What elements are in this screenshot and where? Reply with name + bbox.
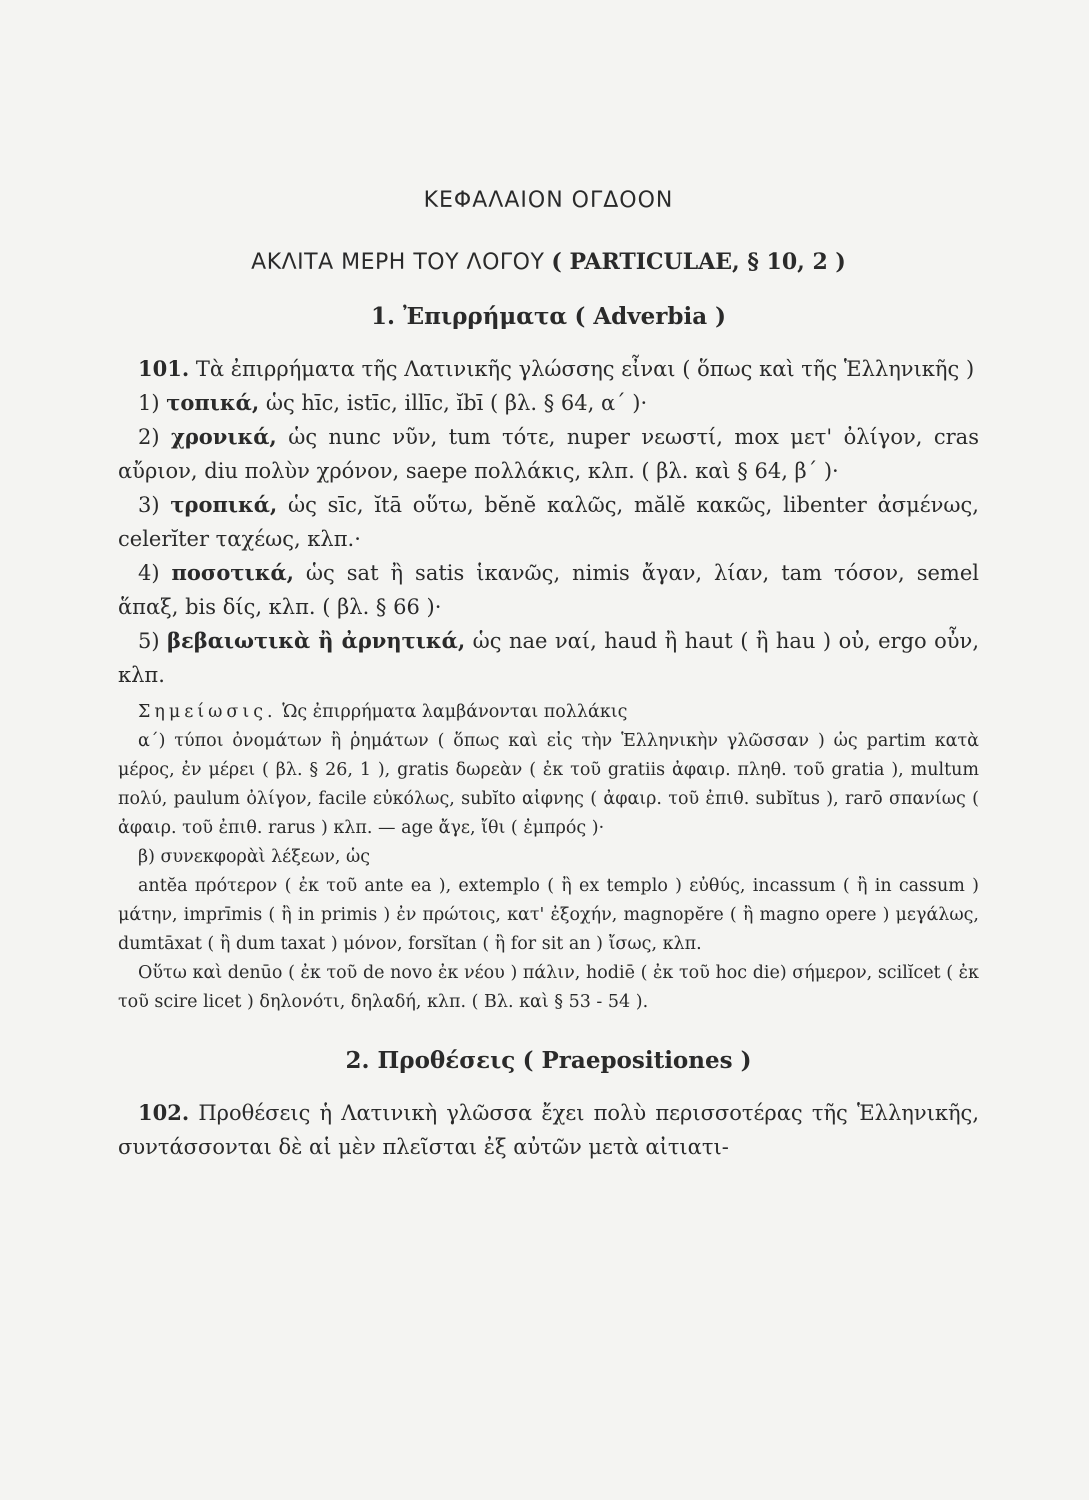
paragraph-number: 102. <box>138 1100 190 1125</box>
list-item-topika <box>118 386 979 420</box>
section-2-title <box>118 1047 979 1074</box>
item-text: ὡς nae ναί, haud ἢ haut ( ἢ hau ) οὐ, ergo οὖν, κλπ. <box>118 629 979 687</box>
item-number: 5) <box>138 629 160 653</box>
note-b-examples: antĕa πρότερον ( ἐκ τοῦ ante ea ), extemplo ( ἢ ex templo ) εὐθύς, incassum ( ἢ in cassum ) μάτην, imprīmis ( ἢ in primis ) ἐν πρώτοις, κατ' ἐξοχήν, magnopĕre ( ἢ magno opere ) μεγάλως, dumtāxat ( ἢ dum taxat ) μόνον, forsĭtan ( ἢ for sit an ) ἴσως, κλπ. <box>118 876 979 954</box>
item-text: ὡς nunc νῦν, tum τότε, nuper νεωστί, mox μετ' ὀλίγον, cras αὔριον, diu πολὺν χρόνον, saepe πολλάκις, κλπ. ( βλ. καὶ § 64, β΄ )· <box>118 425 979 483</box>
item-term: ποσοτικά, <box>171 560 294 585</box>
section-1-title <box>118 303 979 330</box>
item-term: βεβαιωτικὰ ἢ ἀρνητικά, <box>167 628 466 653</box>
paragraph-text: Τὰ ἐπιρρήματα τῆς Λατινικῆς γλώσσης εἶναι ( ὅπως καὶ τῆς Ἑλληνικῆς ) <box>195 357 975 381</box>
item-term: χρονικά, <box>171 424 277 449</box>
list-item-bebaiotika <box>118 624 979 692</box>
item-term: τοπικά, <box>166 390 260 415</box>
part-title-greek: ΑΚΛΙΤΑ ΜΕΡΗ ΤΟΥ ΛΟΓΟΥ <box>251 250 545 275</box>
note-b-label: β) <box>138 847 155 867</box>
note-a-text: τύποι ὀνομάτων ἢ ῥημάτων ( ὅπως καὶ εἰς τὴν Ἑλληνικὴν γλῶσσαν ) ὡς partim κατὰ μέρος, ἐν μέρει ( βλ. § 26, 1 ), gratis δωρεὰν ( ἐκ τοῦ gratiis ἀφαιρ. πληθ. τοῦ gratia ), multum πολύ, paulum ὀλίγον, facile εὐκόλως, subĭto αἰφνης ( ἀφαιρ. τοῦ ἐπιθ. subĭtus ), rarō σπανίως ( ἀφαιρ. τοῦ ἐπιθ. rarus ) κλπ. — age ἄγε, ἴθι ( ἐμπρός )· <box>118 731 979 838</box>
note-b-text: συνεκφορὰὶ λέξεων, ὡς <box>160 847 371 867</box>
note-b <box>118 843 979 872</box>
item-text: ὡς sīc, ĭtā οὕτω, bĕnĕ καλῶς, mălĕ κακῶς, libenter ἀσμένως, celerĭter ταχέως, κλπ.· <box>118 493 979 551</box>
note-b-more: Οὕτω καὶ denūo ( ἐκ τοῦ de novo ἐκ νέου ) πάλιν, hodiē ( ἐκ τοῦ hoc die) σήμερον, scilĭcet ( ἐκ τοῦ scire licet ) δηλονότι, δηλαδή, κλπ. ( Βλ. καὶ § 53 - 54 ). <box>118 963 979 1012</box>
paragraph-number: 101. <box>138 356 190 381</box>
note-a-label: α΄) <box>138 731 166 751</box>
note-intro-text: Ὡς ἐπιρρήματα λαμβάνονται πολλάκις <box>282 702 628 722</box>
note-a <box>118 727 979 843</box>
list-item-tropika <box>118 488 979 556</box>
note-intro <box>118 698 979 727</box>
list-item-chronika <box>118 420 979 488</box>
section-2-title-latin: ( Praepositiones ) <box>522 1047 752 1074</box>
item-number: 4) <box>138 561 160 585</box>
part-title <box>118 249 979 275</box>
section-1-title-latin: ( Adverbia ) <box>574 303 726 330</box>
section-2-title-greek: 2. Προθέσεις <box>345 1047 516 1074</box>
list-item-posotika <box>118 556 979 624</box>
paragraph-102 <box>118 1096 979 1164</box>
chapter-title: ΚΕΦΑΛΑΙΟΝ ΟΓΔΟΟΝ <box>423 188 674 213</box>
item-text: ὡς hīc, istīc, illīc, ĭbī ( βλ. § 64, α΄ )· <box>265 391 648 415</box>
item-term: τροπικά, <box>170 492 278 517</box>
item-number: 3) <box>138 493 160 517</box>
note-label: Σημείωσις. <box>138 702 277 722</box>
part-title-latin: ( PARTICULAE, § 10, 2 ) <box>551 249 846 275</box>
item-number: 1) <box>138 391 160 415</box>
paragraph-101 <box>118 352 979 386</box>
item-text: ὡς sat ἢ satis ἱκανῶς, nimis ἄγαν, λίαν, tam τόσον, semel ἅπαξ, bis δίς, κλπ. ( βλ. § 66 )· <box>118 561 979 619</box>
section-1-title-greek: 1. Ἐπιρρήματα <box>371 303 568 330</box>
paragraph-text: Προθέσεις ἡ Λατινικὴ γλῶσσα ἔχει πολὺ περισσοτέρας τῆς Ἑλληνικῆς, συντάσσονται δὲ αἱ μὲν πλεῖσται ἐξ αὐτῶν μετὰ αἰτιατι- <box>118 1101 979 1159</box>
item-number: 2) <box>138 425 160 449</box>
